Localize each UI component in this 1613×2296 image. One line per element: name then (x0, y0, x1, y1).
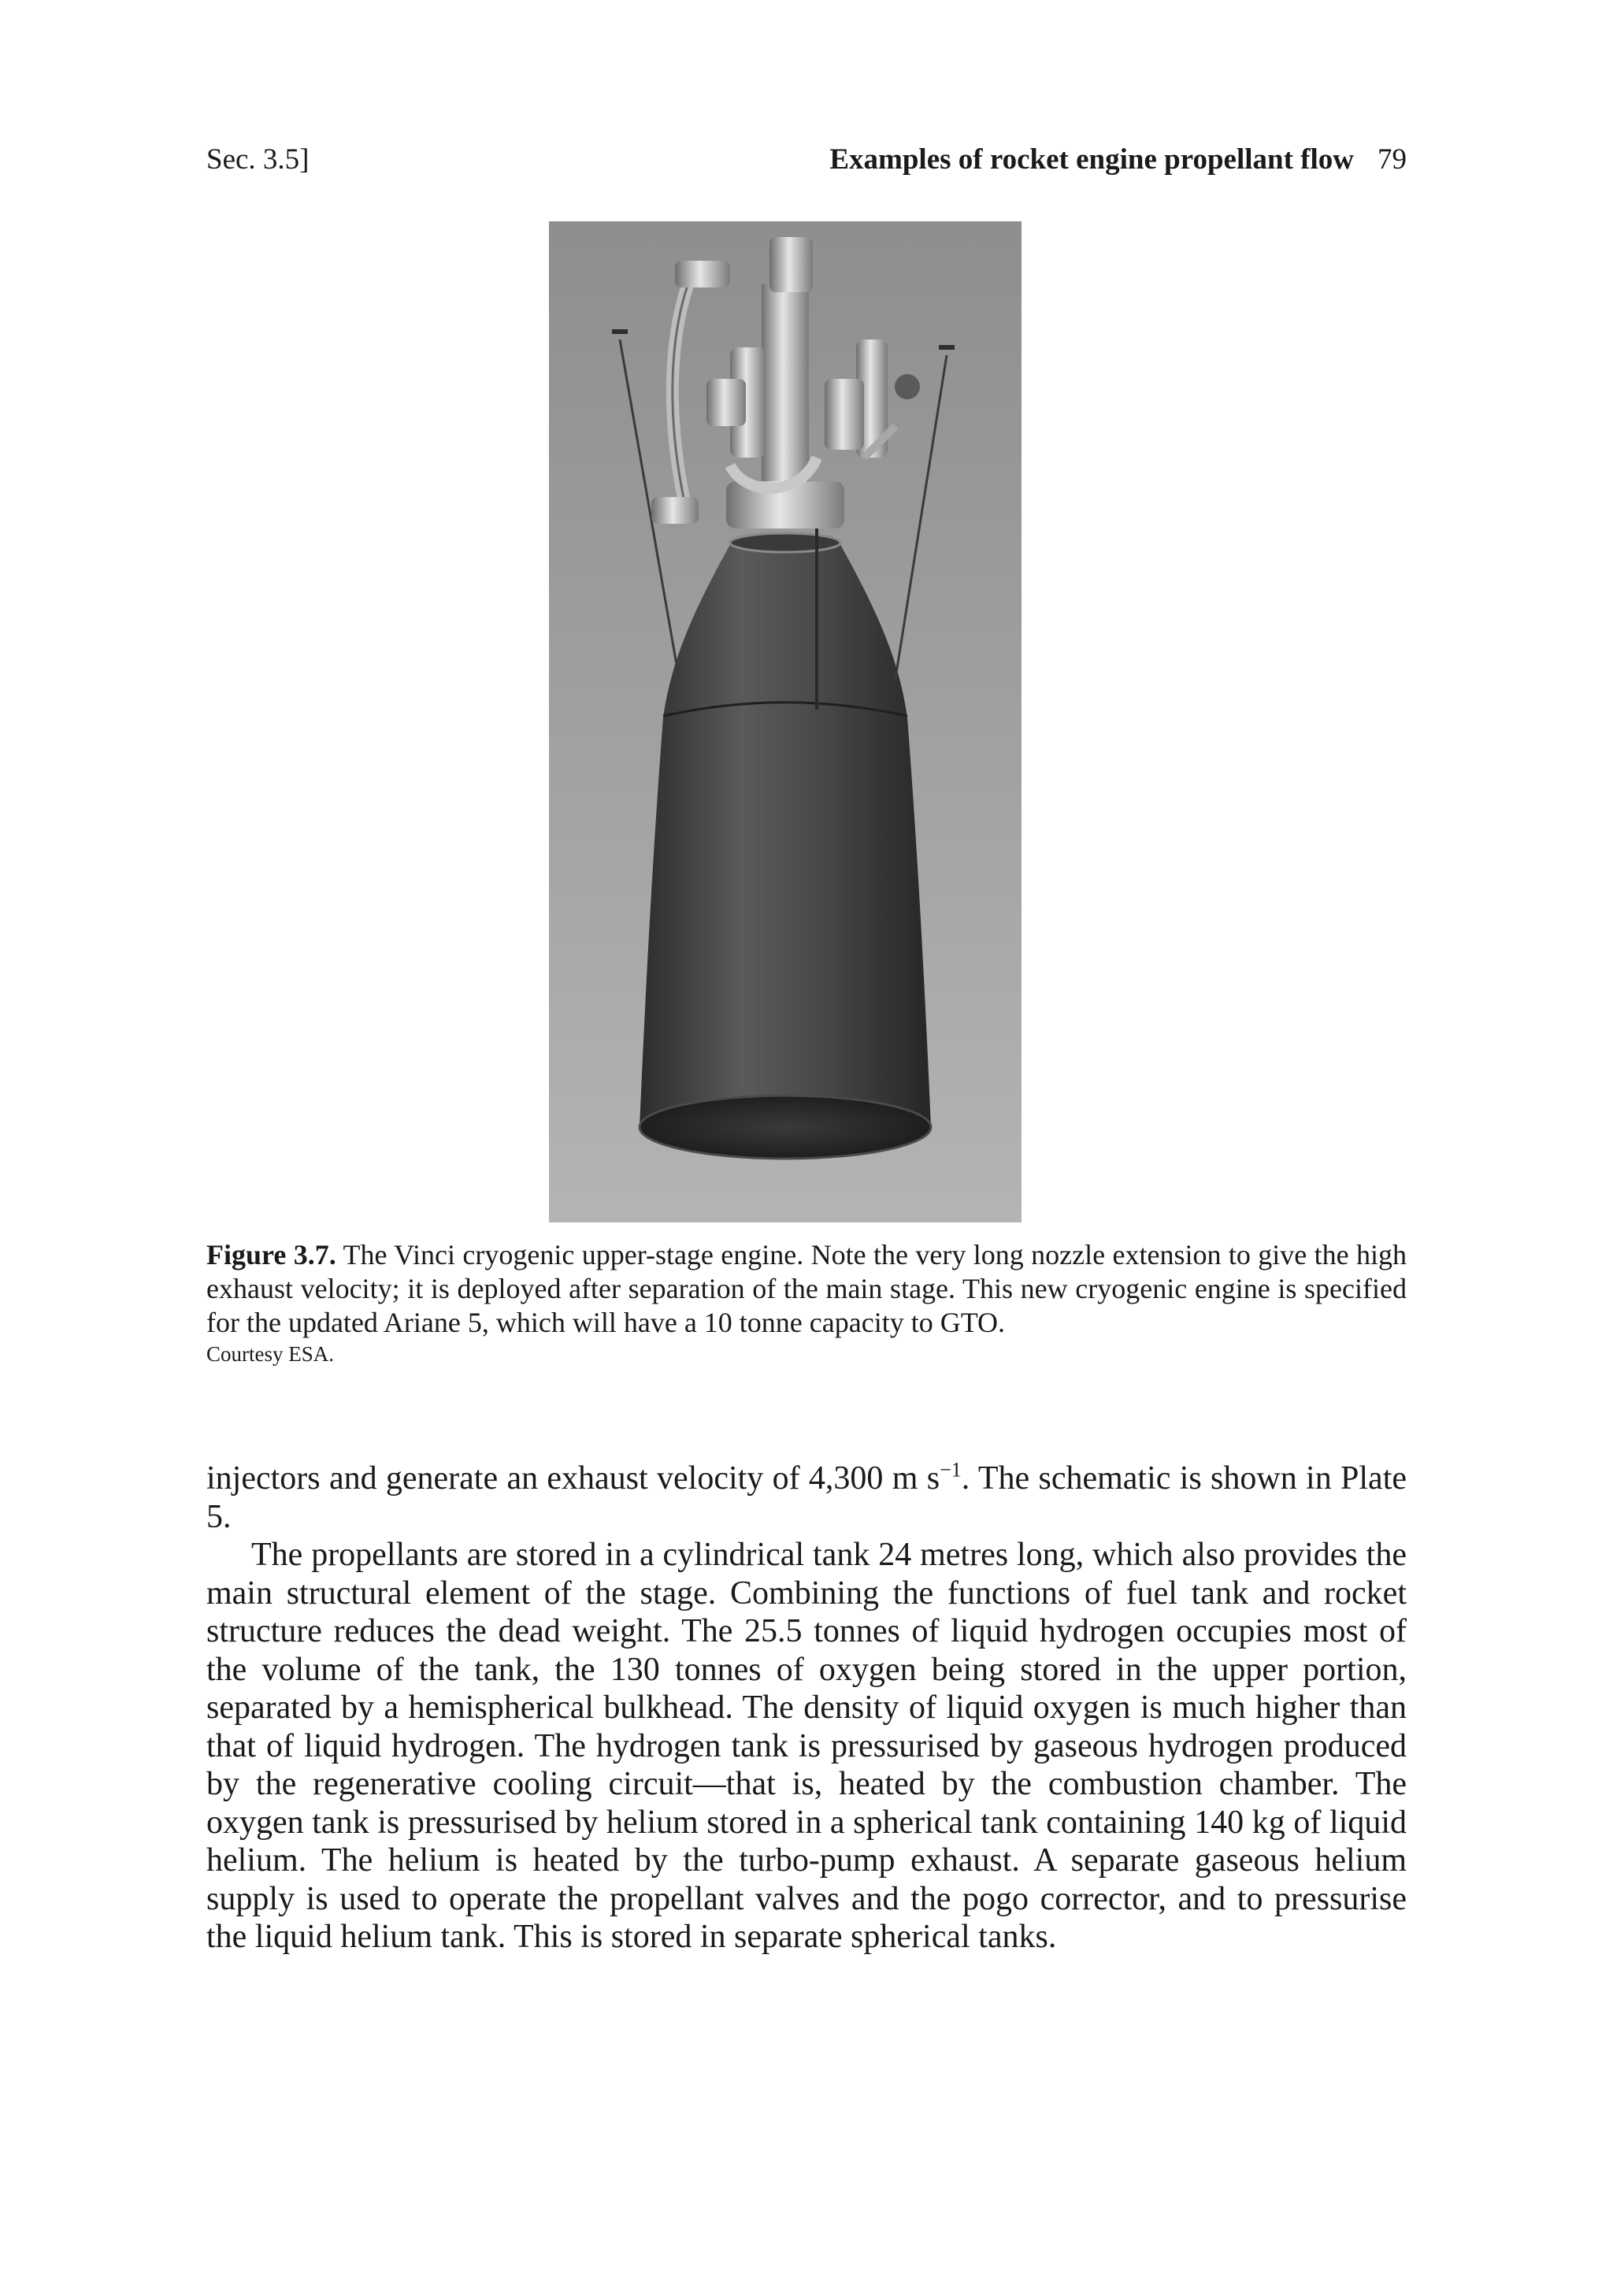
running-title-group (829, 140, 1407, 180)
running-head (206, 140, 1407, 180)
body-text (206, 1460, 1407, 1957)
paragraph-1-start: injectors and generate an exhaust velocity of 4,300 m s (206, 1460, 940, 1497)
figure-label: Figure 3.7. (206, 1239, 336, 1270)
paragraph-2: The propellants are stored in a cylindrical tank 24 metres long, which also provides the main structural element of the stage. Combining the functions of fuel tank and rocket structure reduces the dead weight. The 25.5 tonnes of liquid hydrogen occupies most of the volume of the tank, the 130 tonnes of oxygen being stored in the upper portion, separated by a hemispherical bulkhead. The density of liquid oxygen is much higher than that of liquid hydrogen. The hydrogen tank is pressurised by gaseous hydrogen produced by the regenerative cooling circuit—that is, heated by the combustion chamber. The oxygen tank is pressurised by helium stored in a spherical tank containing 140 kg of liquid helium. The helium is heated by the turbo-pump exhaust. A separate gaseous helium supply is used to operate the propellant valves and the pogo corrector, and to pressurise the liquid helium tank. This is stored in separate spherical tanks. (206, 1537, 1407, 1955)
figure-caption (206, 1238, 1407, 1368)
engine-photo (549, 221, 1022, 1222)
unit-exponent: −1 (940, 1458, 962, 1482)
vinci-engine-illustration (549, 221, 1022, 1222)
page-number: 79 (1378, 143, 1407, 176)
figure-credit: Courtesy ESA. (206, 1342, 334, 1366)
paragraph-1-end: . The schematic is shown in Plate 5. (206, 1460, 1407, 1535)
running-title: Examples of rocket engine propellant flow (829, 143, 1354, 176)
paragraph-1 (206, 1460, 1407, 1536)
caption-text: The Vinci cryogenic upper-stage engine. Note the very long nozzle extension to give the high exhaust velocity; it is deployed after separation of the main stage. This new cryogenic engine is specified for the updated Ariane 5, which will have a 10 tonne capacity to GTO. (206, 1239, 1407, 1338)
section-label: Sec. 3.5] (206, 143, 310, 176)
